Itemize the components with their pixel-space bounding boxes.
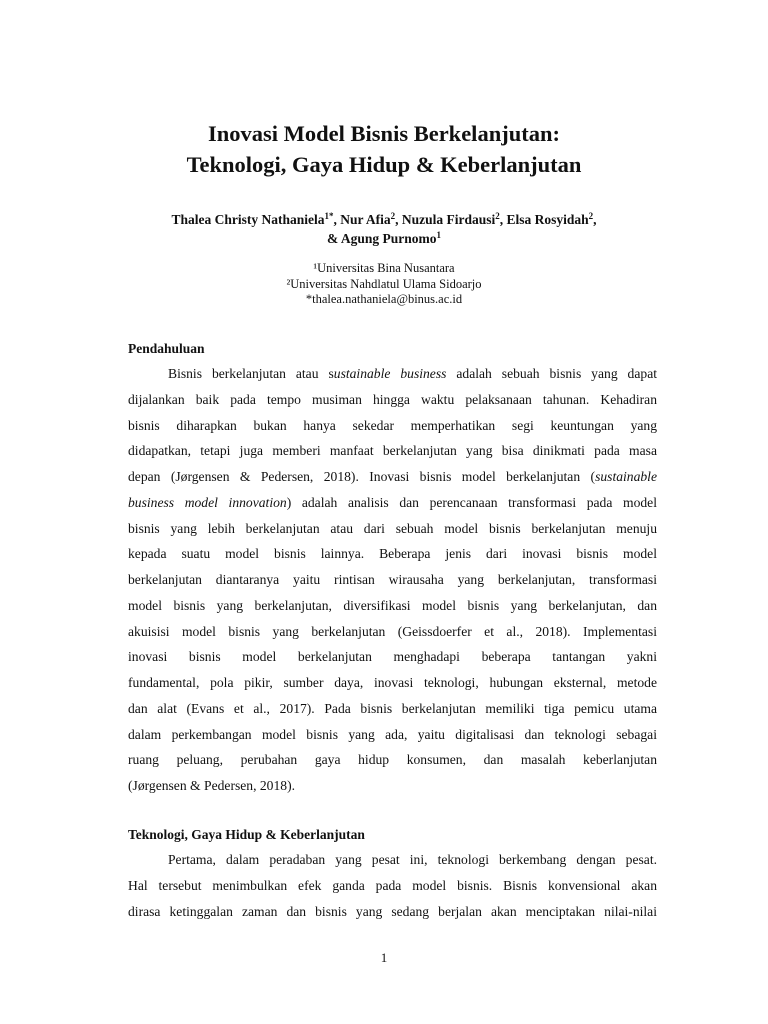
text-line: didapatkan, tetapi juga memberi manfaat berkelanjutan yang bisa dinikmati pada masa bbox=[128, 443, 657, 459]
author-line-2 bbox=[0, 229, 768, 248]
author-separator: , bbox=[593, 212, 597, 227]
page-number: 1 bbox=[380, 950, 388, 965]
author-name: Elsa Rosyidah bbox=[506, 212, 589, 227]
author-separator: , bbox=[395, 212, 402, 227]
author-name: Thalea Christy Nathaniela bbox=[171, 212, 325, 227]
author-separator: , bbox=[333, 212, 341, 227]
text-line: ruang peluang, perubahan gaya hidup konsumen, dan masalah keberlanjutan bbox=[128, 752, 657, 768]
author-name: Nur Afia bbox=[340, 212, 391, 227]
text-line: model bisnis yang berkelanjutan, diversifikasi model bisnis yang berkelanjutan, dan bbox=[128, 597, 657, 613]
author-separator: , bbox=[499, 212, 507, 227]
section-body-teknologi bbox=[128, 847, 657, 924]
corresponding-email: *thalea.nathaniela@binus.ac.id bbox=[305, 292, 463, 306]
author-affiliation-mark: 2 bbox=[390, 211, 396, 221]
section-body-pendahuluan bbox=[128, 361, 657, 799]
text-line: dan alat (Evans et al., 2017). Pada bisnis berkelanjutan memiliki tiga pemicu utama bbox=[128, 700, 657, 716]
text-line: Hal tersebut menimbulkan efek ganda pada model bisnis. Bisnis konvensional akan bbox=[128, 877, 657, 893]
text-line: inovasi bisnis model berkelanjutan menghadapi beberapa tantangan yakni bbox=[128, 649, 657, 665]
italic-term: business model innovation bbox=[128, 494, 287, 510]
text-line bbox=[128, 361, 657, 387]
paper-title bbox=[0, 118, 768, 180]
text-line: Pertama, dalam peradaban yang pesat ini, teknologi berkembang dengan pesat. bbox=[168, 852, 657, 867]
title-line-1: Inovasi Model Bisnis Berkelanjutan: bbox=[208, 121, 560, 146]
text-run: adalah sebuah bisnis yang dapat bbox=[446, 366, 657, 381]
text-run: depan (Jørgensen & Pedersen, 2018). Inovasi bisnis model berkelanjutan ( bbox=[128, 469, 596, 484]
text-line: fundamental, pola pikir, sumber daya, inovasi teknologi, hubungan eksternal, metode bbox=[128, 675, 657, 690]
section-heading-pendahuluan: Pendahuluan bbox=[128, 341, 205, 356]
text-run: Bisnis berkelanjutan atau s bbox=[168, 366, 334, 381]
italic-term: sustainable bbox=[595, 469, 657, 484]
author-affiliation-mark: 2 bbox=[495, 211, 500, 221]
text-line: (Jørgensen & Pedersen, 2018). bbox=[128, 778, 295, 793]
affiliation-1: ¹Universitas Bina Nusantara bbox=[313, 261, 455, 275]
text-line: bisnis yang lebih berkelanjutan atau dari sebuah model bisnis berkelanjutan menuju bbox=[128, 520, 657, 536]
author-affiliation-mark: 1 bbox=[436, 230, 442, 240]
title-line-2: Teknologi, Gaya Hidup & Keberlanjutan bbox=[186, 152, 582, 177]
text-line: dirasa ketinggalan zaman dan bisnis yang sedang berjalan akan menciptakan nilai-nilai bbox=[128, 903, 657, 919]
affiliation-2: ²Universitas Nahdlatul Ulama Sidoarjo bbox=[286, 276, 482, 291]
text-line: berkelanjutan diantaranya yaitu rintisan wirausaha yang berkelanjutan, transformasi bbox=[128, 572, 657, 587]
text-line bbox=[128, 464, 657, 490]
author-name: Nuzula Firdausi bbox=[401, 212, 496, 227]
italic-term: ustainable business bbox=[333, 366, 447, 381]
author-affiliation-mark: 1* bbox=[324, 211, 334, 221]
author-name: & Agung Purnomo bbox=[326, 231, 437, 246]
text-line: akuisisi model bisnis yang berkelanjutan (Geissdoerfer et al., 2018). Implementasi bbox=[128, 623, 657, 639]
text-line bbox=[128, 490, 657, 516]
affiliations bbox=[0, 261, 768, 308]
text-line: bisnis diharapkan bukan hanya sekedar memperhatikan segi keuntungan yang bbox=[128, 417, 657, 433]
author-list bbox=[0, 210, 768, 248]
text-line: dijalankan baik pada tempo musiman hingga waktu pelaksanaan tahunan. Kehadiran bbox=[128, 391, 657, 407]
section-heading-teknologi: Teknologi, Gaya Hidup & Keberlanjutan bbox=[128, 827, 365, 842]
author-affiliation-mark: 2 bbox=[588, 211, 594, 221]
text-line: dalam perkembangan model bisnis yang ada, yaitu digitalisasi dan teknologi sebagai bbox=[128, 726, 657, 742]
author-line-1 bbox=[0, 210, 768, 229]
text-run: ) adalah analisis dan perencanaan transformasi pada model bbox=[286, 494, 657, 510]
text-line: kepada suatu model bisnis lainnya. Beberapa jenis dari inovasi bisnis model bbox=[128, 546, 657, 562]
